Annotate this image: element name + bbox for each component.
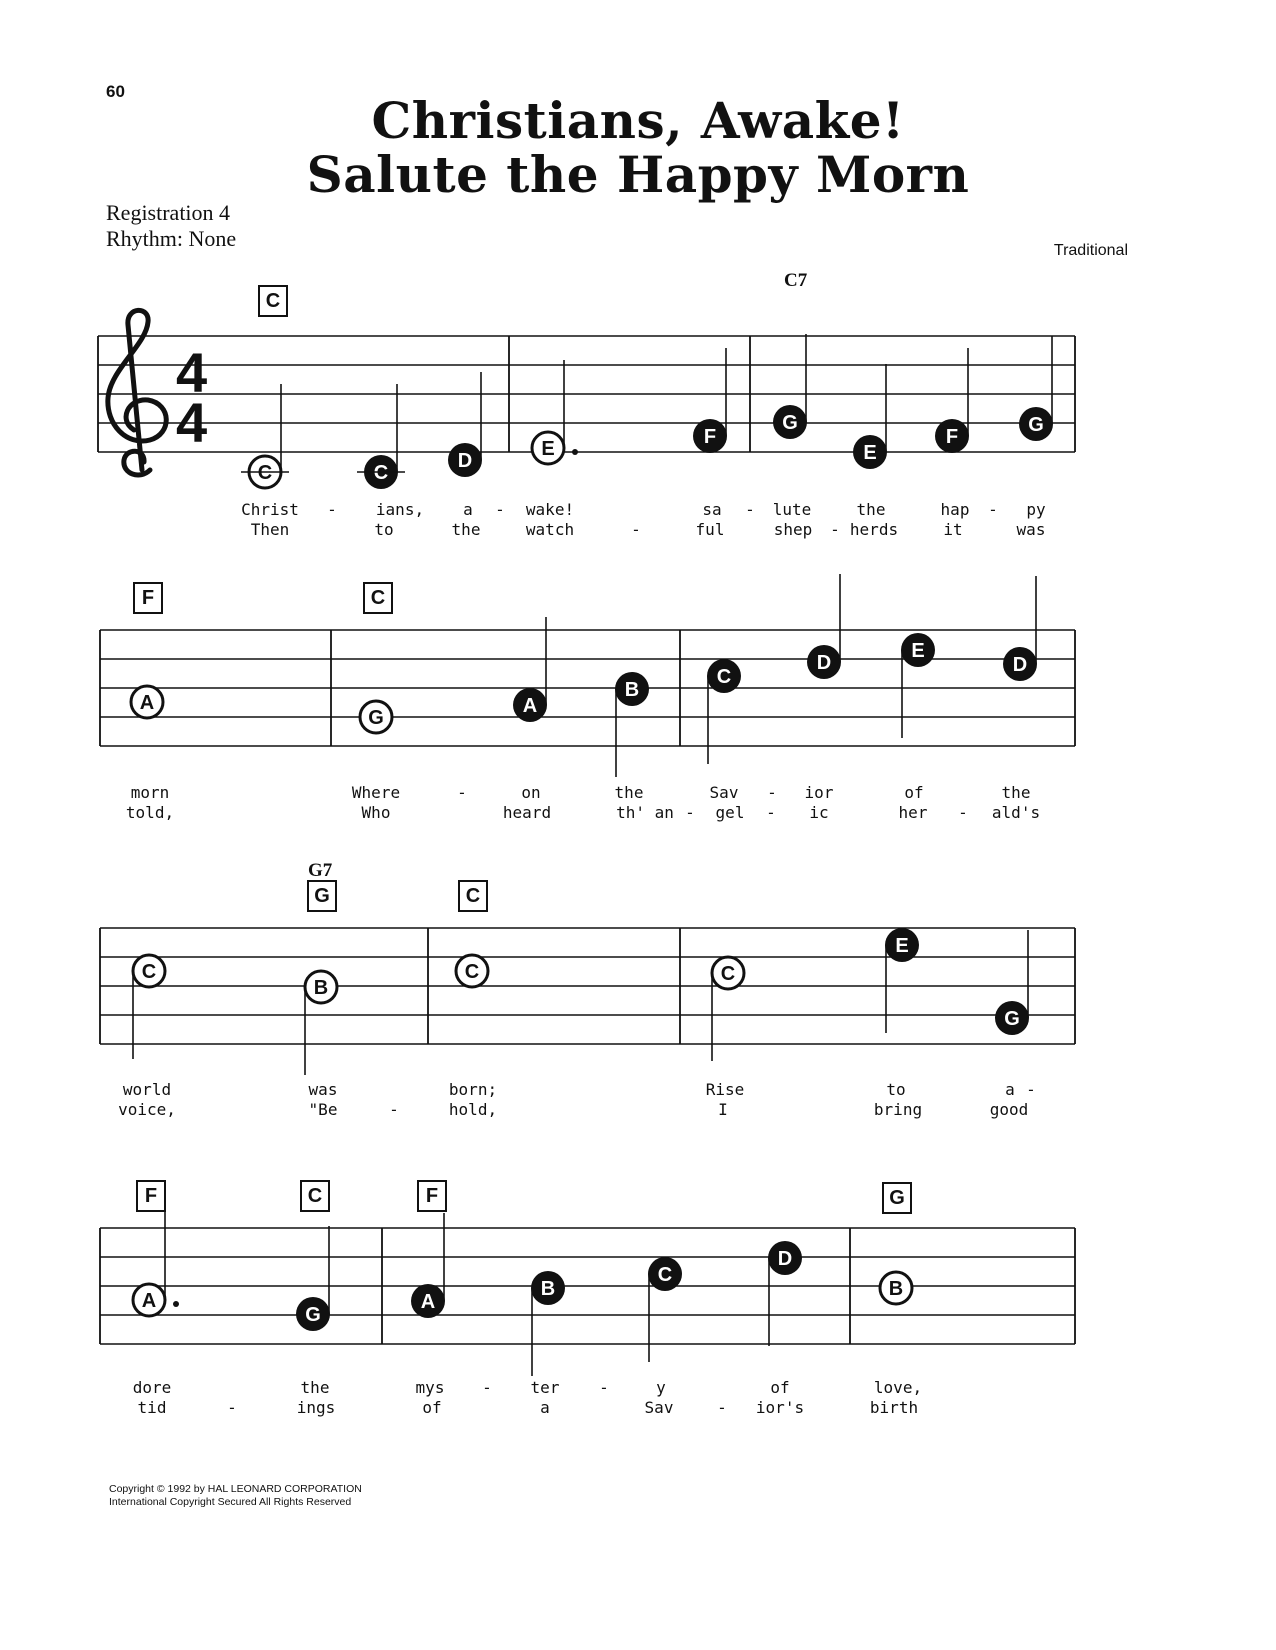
note xyxy=(885,928,919,1033)
lyric-word: gel xyxy=(715,803,745,822)
lyric-word: wake! xyxy=(525,500,575,519)
note-letter: G xyxy=(1028,414,1044,436)
note-letter: A xyxy=(139,692,155,714)
note xyxy=(995,930,1029,1035)
chord-box: C xyxy=(300,1180,330,1212)
note xyxy=(880,1272,912,1304)
lyric-word: was xyxy=(308,1080,338,1099)
lyric-word: bring xyxy=(873,1100,923,1119)
lyric-word: I xyxy=(718,1100,728,1119)
lyric-word: ful xyxy=(695,520,725,539)
note xyxy=(1019,336,1053,441)
lyric-word: it xyxy=(943,520,963,539)
lyric-word: world xyxy=(122,1080,172,1099)
lyric-word: to xyxy=(886,1080,906,1099)
lyric-word: the xyxy=(451,520,481,539)
note-letter: G xyxy=(782,412,798,434)
note xyxy=(532,360,578,464)
lyric-word: a xyxy=(463,500,473,519)
lyric-word: was xyxy=(1016,520,1046,539)
note-letter: E xyxy=(863,442,877,464)
note-letter: C xyxy=(373,462,389,484)
note-letter: G xyxy=(1004,1008,1020,1030)
lyric-word: the xyxy=(1001,783,1031,802)
note-letter: C xyxy=(464,961,480,983)
lyric-hyphen: - xyxy=(457,783,467,802)
lyric-word: heard xyxy=(502,803,552,822)
rhythm-label: Rhythm: None xyxy=(106,226,237,251)
note xyxy=(411,1213,445,1318)
dot xyxy=(572,449,578,455)
lyric-word: good xyxy=(989,1100,1029,1119)
note-letter: G xyxy=(368,707,384,729)
note xyxy=(296,1226,330,1331)
lyric-word: to xyxy=(374,520,394,539)
lyric-word: Then xyxy=(250,520,290,539)
note-letter: D xyxy=(816,652,832,674)
note xyxy=(241,384,289,488)
note xyxy=(648,1257,682,1362)
lyric-word: of xyxy=(904,783,924,802)
note-letter: B xyxy=(540,1278,556,1300)
chord-box: C xyxy=(363,582,393,614)
song-title-line-2: Salute the Happy Morn xyxy=(306,145,970,204)
lyric-word: voice, xyxy=(118,1100,176,1119)
lyric-word: of xyxy=(770,1378,790,1397)
note xyxy=(531,1271,565,1376)
lyric-word: py xyxy=(1026,500,1046,519)
song-title-line-1: Christians, Awake! xyxy=(371,91,905,150)
note xyxy=(935,348,969,453)
lyric-word: the xyxy=(856,500,886,519)
lyric-hyphen: - xyxy=(227,1398,237,1417)
lyric-word: sa xyxy=(702,500,722,519)
time-signature-top: 4 xyxy=(176,341,208,404)
note xyxy=(305,971,337,1075)
note xyxy=(1003,576,1037,681)
note xyxy=(357,384,405,489)
lyric-word: y xyxy=(656,1378,666,1397)
lyric-word: dore xyxy=(132,1378,172,1397)
lyric-hyphen: - xyxy=(830,520,840,539)
note-letter: D xyxy=(457,450,473,472)
lyric-word: ians, xyxy=(375,500,425,519)
note-letter: B xyxy=(624,679,640,701)
lyric-hyphen: - xyxy=(988,500,998,519)
lyric-word: Christ xyxy=(241,500,299,519)
lyric-word: ald's xyxy=(991,803,1041,822)
lyric-word: birth xyxy=(869,1398,919,1417)
lyric-word: morn xyxy=(130,783,170,802)
lyric-word: the xyxy=(300,1378,330,1397)
chord-box: C xyxy=(458,880,488,912)
note xyxy=(456,955,488,987)
lyric-word: hap xyxy=(940,500,970,519)
note-letter: C xyxy=(720,963,736,985)
chord-box: F xyxy=(136,1180,166,1212)
lyric-word: herds xyxy=(849,520,899,539)
staff-system xyxy=(98,336,1075,452)
lyric-hyphen: - xyxy=(599,1378,609,1397)
lyric-hyphen: - xyxy=(767,783,777,802)
lyric-word: her xyxy=(898,803,928,822)
note-letter: B xyxy=(313,977,329,999)
lyric-word: love, xyxy=(873,1378,923,1397)
note-letter: E xyxy=(895,935,909,957)
page-number: 60 xyxy=(106,82,125,101)
staff-system xyxy=(100,1228,1075,1344)
copyright-line-2: International Copyright Secured All Rights Reserved xyxy=(109,1496,352,1508)
lyric-word: a xyxy=(540,1398,550,1417)
note xyxy=(131,686,163,718)
chord-box: G xyxy=(882,1182,912,1214)
lyric-word: of xyxy=(422,1398,442,1417)
lyric-word: shep xyxy=(773,520,813,539)
note-letter: E xyxy=(541,438,555,460)
lyric-hyphen: - xyxy=(685,803,695,822)
lyric-word: Rise xyxy=(705,1080,745,1099)
note-letter: A xyxy=(141,1290,157,1312)
note-letter: A xyxy=(522,695,538,717)
note-letter: F xyxy=(945,426,959,448)
treble-clef-icon xyxy=(108,310,166,475)
chord-box: F xyxy=(133,582,163,614)
lyric-hyphen: - xyxy=(1026,1080,1036,1099)
lyric-hyphen: - xyxy=(389,1100,399,1119)
lyric-hyphen: - xyxy=(766,803,776,822)
lyric-word: tid xyxy=(137,1398,167,1417)
time-signature-bottom: 4 xyxy=(176,391,208,454)
note-letter: C xyxy=(657,1264,673,1286)
lyric-word: a xyxy=(1005,1080,1015,1099)
note-letter: A xyxy=(420,1291,436,1313)
lyric-word: Sav xyxy=(709,783,739,802)
note-letter: C xyxy=(716,666,732,688)
note xyxy=(448,372,482,477)
note xyxy=(360,701,392,733)
note xyxy=(693,348,727,453)
note-letter: D xyxy=(777,1248,793,1270)
lyric-word: ings xyxy=(296,1398,336,1417)
chord-name: C7 xyxy=(784,270,808,291)
chord-box: F xyxy=(417,1180,447,1212)
composer-credit: Traditional xyxy=(1053,242,1128,259)
lyric-hyphen: - xyxy=(495,500,505,519)
note-letter: D xyxy=(1012,654,1028,676)
lyric-word: Sav xyxy=(644,1398,674,1417)
note xyxy=(712,957,744,1061)
note-letter: C xyxy=(141,961,157,983)
staff-system xyxy=(100,928,1075,1044)
note-letter: C xyxy=(257,462,273,484)
copyright-line-1: Copyright © 1992 by HAL LEONARD CORPORATION xyxy=(109,1483,362,1495)
lyric-hyphen: - xyxy=(717,1398,727,1417)
note xyxy=(901,633,935,738)
note-letter: B xyxy=(888,1278,904,1300)
lyric-word: Who xyxy=(361,803,391,822)
lyric-word: ior's xyxy=(755,1398,805,1417)
note xyxy=(707,659,741,764)
chord-box: G xyxy=(307,880,337,912)
lyric-word: "Be xyxy=(308,1100,338,1119)
lyric-word: on xyxy=(521,783,541,802)
note xyxy=(513,617,547,722)
note-letter: G xyxy=(305,1304,321,1326)
note xyxy=(773,334,807,439)
note xyxy=(807,574,841,679)
lyric-word: told, xyxy=(125,803,175,822)
lyric-word: the xyxy=(614,783,644,802)
chord-name: G7 xyxy=(308,860,333,881)
dot xyxy=(173,1301,179,1307)
lyric-hyphen: - xyxy=(631,520,641,539)
note-letter: F xyxy=(703,426,717,448)
lyric-word: ic xyxy=(809,803,829,822)
lyric-word: lute xyxy=(772,500,812,519)
lyric-word: Where xyxy=(351,783,401,802)
lyric-word: th' an xyxy=(616,803,674,822)
registration-label: Registration 4 xyxy=(106,200,231,225)
lyric-word: born; xyxy=(448,1080,498,1099)
lyric-hyphen: - xyxy=(327,500,337,519)
lyric-hyphen: - xyxy=(482,1378,492,1397)
lyric-word: hold, xyxy=(448,1100,498,1119)
lyric-hyphen: - xyxy=(958,803,968,822)
note-letter: E xyxy=(911,640,925,662)
lyric-hyphen: - xyxy=(745,500,755,519)
note xyxy=(615,672,649,777)
note xyxy=(853,364,887,469)
chord-box: C xyxy=(258,285,288,317)
note xyxy=(768,1241,802,1346)
lyric-word: ter xyxy=(530,1378,560,1397)
lyric-word: ior xyxy=(804,783,834,802)
lyric-word: mys xyxy=(415,1378,445,1397)
lyric-word: watch xyxy=(525,520,575,539)
